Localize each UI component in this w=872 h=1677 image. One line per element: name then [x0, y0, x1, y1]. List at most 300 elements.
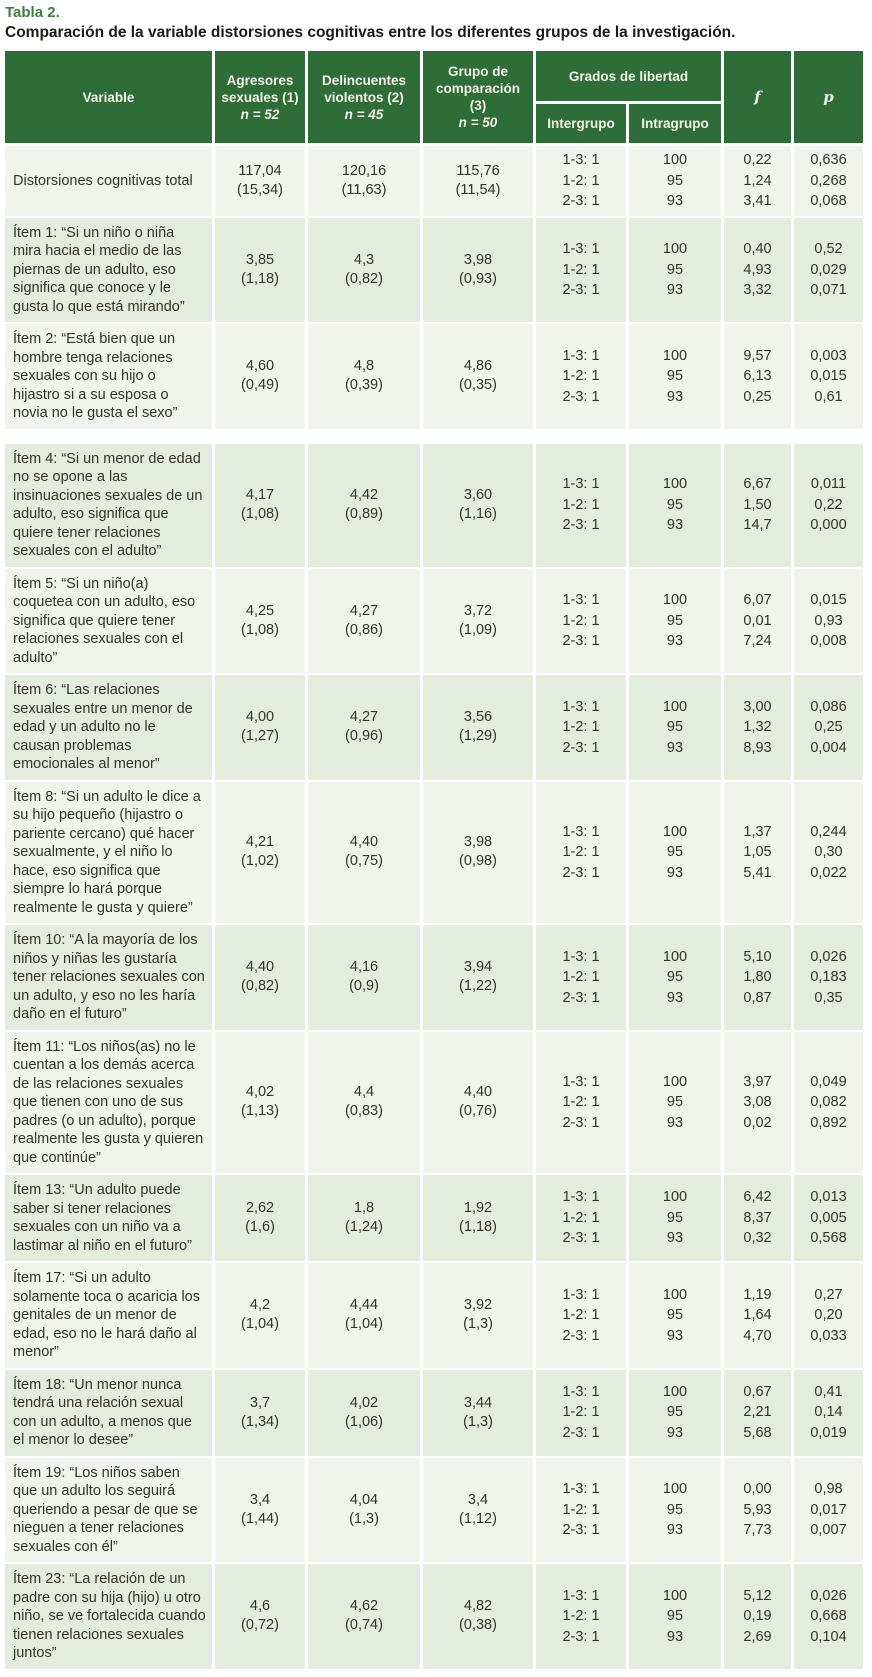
- intragrupo-df-3: 93: [666, 739, 684, 756]
- contrast-3: 2-3: 1: [562, 193, 600, 209]
- group3-mean-sd-cell: [423, 1263, 533, 1368]
- table-row: [5, 444, 869, 567]
- group3-mean: 3,98: [463, 834, 493, 851]
- f-value-2: 6,13: [743, 368, 772, 384]
- variable-cell: [5, 1263, 212, 1368]
- group2-sd: (1,3): [349, 1510, 379, 1527]
- variable-cell: [5, 675, 212, 780]
- intragrupo-df-1: 100: [662, 1383, 688, 1400]
- intragrupo-df-2: 95: [666, 719, 684, 735]
- intragrupo-df-1: 100: [662, 347, 688, 364]
- variable-cell: [5, 218, 212, 323]
- group3-mean: 3,94: [463, 959, 493, 976]
- intragrupo-df-1: 100: [662, 1073, 688, 1090]
- group1-sd: (1,08): [241, 621, 279, 638]
- p-value-3: 0,104: [810, 1628, 847, 1645]
- p-value-2: 0,015: [810, 368, 847, 384]
- contrast-3: 2-3: 1: [562, 989, 600, 1006]
- group2-sd: (1,06): [345, 1413, 383, 1430]
- table-row: [5, 324, 869, 429]
- f-value-3: 7,24: [743, 633, 772, 649]
- group2-sd: (0,96): [345, 728, 383, 745]
- f-value-1: 0,40: [743, 241, 772, 257]
- intergrupo-cell: [536, 218, 626, 323]
- p-value-2: 0,25: [814, 719, 843, 735]
- intragrupo-cell: [629, 1370, 721, 1456]
- p-value-1: 0,003: [810, 347, 847, 364]
- intragrupo-cell: [629, 444, 721, 567]
- intergrupo-cell: [536, 1370, 626, 1456]
- f-value-1: 6,42: [743, 1189, 772, 1206]
- group3-mean-sd-cell: [423, 1175, 533, 1261]
- header-p-value: [794, 51, 863, 143]
- p-value-2: 0,029: [810, 261, 847, 278]
- f-value-2: 8,37: [743, 1209, 772, 1226]
- group2-mean: 4,3: [353, 251, 375, 268]
- p-label: p: [823, 87, 834, 106]
- variable-text: Ítem 2: “Está bien que un hombre tenga relaciones sexuales con su hijo o hijastro si a su esposa o novia no le gusta el sexo”: [13, 331, 178, 421]
- group1-mean-sd-cell: [215, 1564, 305, 1669]
- f-value-3: 7,73: [743, 1522, 772, 1538]
- p-value-1: 0,27: [814, 1286, 843, 1303]
- p-value-2: 0,017: [810, 1501, 847, 1518]
- table-row: [5, 1370, 869, 1456]
- intergrupo-cell: [536, 1564, 626, 1669]
- variable-cell: [5, 1564, 212, 1669]
- intragrupo-cell: [629, 146, 721, 216]
- f-value-1: 1,37: [743, 823, 772, 840]
- intergrupo-cell: [536, 925, 626, 1030]
- contrast-2: 1-2: 1: [562, 368, 600, 384]
- group3-mean: 3,72: [463, 602, 493, 619]
- intragrupo-df-2: 95: [666, 612, 684, 629]
- p-value-3: 0,61: [814, 388, 843, 405]
- group3-mean: 4,86: [463, 358, 493, 375]
- intergrupo-cell: [536, 1263, 626, 1368]
- p-value-2: 0,268: [810, 172, 847, 189]
- intragrupo-df-2: 95: [666, 261, 684, 278]
- group3-mean: 1,92: [463, 1200, 493, 1216]
- f-value-3: 8,93: [743, 739, 772, 756]
- group2-mean-sd-cell: [308, 218, 420, 323]
- header-group-1: [215, 51, 305, 143]
- group1-mean: 4,60: [245, 358, 275, 375]
- group1-sd: (1,18): [241, 270, 279, 287]
- table-row: [5, 782, 869, 924]
- p-value-cell: [794, 1263, 863, 1368]
- p-value-cell: [794, 569, 863, 674]
- p-value-3: 0,033: [810, 1327, 847, 1344]
- f-value-2: 1,50: [743, 496, 772, 513]
- intragrupo-cell: [629, 1263, 721, 1368]
- header-group-3-name: Grupo de comparación (3): [435, 64, 521, 113]
- table-row: [5, 1564, 869, 1669]
- f-value-3: 4,70: [743, 1327, 772, 1344]
- group2-sd: (0,74): [345, 1617, 383, 1634]
- table-body: [5, 146, 869, 1669]
- p-value-1: 0,086: [810, 698, 847, 715]
- intragrupo-df-1: 100: [662, 823, 688, 840]
- group2-mean-sd-cell: [308, 782, 420, 924]
- contrast-2: 1-2: 1: [562, 1404, 600, 1421]
- group1-sd: (0,82): [241, 978, 279, 995]
- group1-mean: 117,04: [238, 162, 282, 179]
- group1-mean-sd-cell: [215, 324, 305, 429]
- group1-mean-sd-cell: [215, 925, 305, 1030]
- f-value-cell: [724, 1564, 791, 1669]
- variable-text: Ítem 13: “Un adulto puede saber si tener relaciones sexuales con un niño va a lastimar al niño en el futuro”: [13, 1182, 192, 1254]
- contrast-2: 1-2: 1: [562, 172, 600, 189]
- intragrupo-df-3: 93: [666, 517, 684, 534]
- contrast-3: 2-3: 1: [562, 282, 600, 298]
- intragrupo-df-3: 93: [666, 989, 684, 1006]
- group3-sd: (1,22): [459, 978, 497, 995]
- group1-sd: (1,44): [241, 1510, 279, 1527]
- group2-mean: 1,8: [353, 1200, 375, 1216]
- intragrupo-df-2: 95: [666, 172, 684, 189]
- group3-mean: 3,98: [463, 251, 493, 268]
- contrast-3: 2-3: 1: [562, 1230, 600, 1247]
- header-group-2-name: Delincuentes violentos (2): [321, 72, 407, 105]
- f-value-1: 6,67: [743, 476, 772, 493]
- group3-mean-sd-cell: [423, 444, 533, 567]
- intragrupo-cell: [629, 218, 721, 323]
- f-value-cell: [724, 1032, 791, 1174]
- p-value-3: 0,007: [810, 1522, 847, 1538]
- contrast-1: 1-3: 1: [562, 698, 600, 715]
- f-value-1: 9,57: [743, 347, 772, 364]
- table-row: [5, 218, 869, 323]
- p-value-cell: [794, 1564, 863, 1669]
- p-value-cell: [794, 218, 863, 323]
- group3-mean-sd-cell: [423, 675, 533, 780]
- header-group-2-n: n = 45: [344, 106, 384, 122]
- contrast-2: 1-2: 1: [562, 1209, 600, 1226]
- contrast-3: 2-3: 1: [562, 1327, 600, 1344]
- intragrupo-df-3: 93: [666, 1424, 684, 1441]
- f-value-1: 3,97: [743, 1073, 772, 1090]
- p-value-2: 0,183: [810, 969, 847, 985]
- intragrupo-df-2: 95: [666, 496, 684, 513]
- variable-text: Distorsiones cognitivas total: [13, 172, 193, 189]
- contrast-3: 2-3: 1: [562, 739, 600, 756]
- group3-mean: 3,4: [467, 1491, 489, 1508]
- contrast-1: 1-3: 1: [562, 241, 600, 257]
- group2-mean: 4,42: [349, 487, 379, 503]
- header-group-3: [423, 51, 533, 143]
- intragrupo-df-3: 93: [666, 1114, 684, 1131]
- header-intragrupo: Intragrupo: [629, 104, 721, 143]
- contrast-2: 1-2: 1: [562, 261, 600, 278]
- intragrupo-df-2: 95: [666, 1404, 684, 1421]
- intragrupo-df-1: 100: [662, 592, 688, 608]
- group3-mean: 3,60: [463, 487, 493, 503]
- f-value-2: 4,93: [743, 261, 772, 278]
- group1-sd: (1,6): [245, 1219, 275, 1235]
- p-value-1: 0,026: [810, 948, 847, 965]
- f-value-2: 5,93: [743, 1501, 772, 1518]
- group2-mean: 4,44: [349, 1297, 379, 1314]
- p-value-2: 0,22: [814, 496, 843, 513]
- header-group-2: [308, 51, 420, 143]
- variable-cell: [5, 1370, 212, 1456]
- group2-sd: (0,39): [345, 377, 383, 394]
- f-value-2: 1,64: [743, 1307, 772, 1323]
- group3-sd: (0,76): [459, 1103, 497, 1120]
- table-row: [5, 925, 869, 1030]
- group2-sd: (0,86): [345, 621, 383, 638]
- group1-sd: (0,72): [241, 1617, 279, 1634]
- group3-mean-sd-cell: [423, 146, 533, 216]
- f-value-1: 0,67: [743, 1383, 772, 1400]
- group3-sd: (1,12): [459, 1510, 497, 1527]
- contrast-3: 2-3: 1: [562, 1628, 600, 1645]
- intragrupo-cell: [629, 782, 721, 924]
- group1-sd: (1,02): [241, 853, 279, 870]
- intragrupo-df-3: 93: [666, 1522, 684, 1538]
- p-value-3: 0,004: [810, 739, 847, 756]
- p-value-2: 0,14: [814, 1404, 843, 1421]
- intragrupo-cell: [629, 1564, 721, 1669]
- intragrupo-df-3: 93: [666, 193, 684, 209]
- p-value-cell: [794, 675, 863, 780]
- f-value-cell: [724, 925, 791, 1030]
- group3-sd: (0,93): [459, 270, 497, 287]
- f-value-2: 0,01: [743, 612, 772, 629]
- group2-sd: (1,24): [345, 1219, 383, 1235]
- group2-mean-sd-cell: [308, 324, 420, 429]
- f-value-3: 0,25: [743, 388, 772, 405]
- variable-cell: [5, 1032, 212, 1174]
- p-value-cell: [794, 782, 863, 924]
- contrast-2: 1-2: 1: [562, 1307, 600, 1323]
- group1-mean-sd-cell: [215, 1370, 305, 1456]
- group1-sd: (0,49): [241, 377, 279, 394]
- group1-mean-sd-cell: [215, 146, 305, 216]
- f-value-3: 5,68: [743, 1424, 772, 1441]
- table-row: [5, 1263, 869, 1368]
- p-value-cell: [794, 444, 863, 567]
- contrast-1: 1-3: 1: [562, 1383, 600, 1400]
- contrast-1: 1-3: 1: [562, 592, 600, 608]
- variable-text: Ítem 18: “Un menor nunca tendrá una relación sexual con un adulto, a menos que el menor lo desee”: [13, 1376, 192, 1448]
- contrast-1: 1-3: 1: [562, 347, 600, 364]
- intergrupo-cell: [536, 1458, 626, 1563]
- intragrupo-df-3: 93: [666, 1327, 684, 1344]
- f-value-1: 3,00: [743, 698, 772, 715]
- f-value-1: 0,00: [743, 1481, 772, 1497]
- p-value-2: 0,30: [814, 844, 843, 860]
- variable-cell: [5, 782, 212, 924]
- group3-sd: (1,16): [459, 506, 497, 522]
- group3-mean-sd-cell: [423, 324, 533, 429]
- p-value-cell: [794, 925, 863, 1030]
- table-row: [5, 675, 869, 780]
- intragrupo-df-1: 100: [662, 948, 688, 965]
- p-value-1: 0,015: [810, 592, 847, 608]
- f-value-1: 5,12: [743, 1587, 772, 1604]
- intragrupo-df-1: 100: [662, 1189, 688, 1206]
- f-value-cell: [724, 324, 791, 429]
- group1-mean: 4,02: [245, 1084, 275, 1101]
- table-row: [5, 569, 869, 674]
- group2-mean-sd-cell: [308, 1175, 420, 1261]
- group1-sd: (15,34): [237, 181, 283, 198]
- contrast-1: 1-3: 1: [562, 1286, 600, 1303]
- group3-sd: (1,09): [459, 621, 497, 638]
- f-value-3: 3,41: [743, 193, 772, 209]
- table-row: [5, 1032, 869, 1174]
- contrast-1: 1-3: 1: [562, 1073, 600, 1090]
- p-value-1: 0,011: [810, 476, 847, 493]
- variable-text: Ítem 23: “La relación de un padre con su hija (hijo) u otro niño, se ve fortalecida cuando tienen relaciones sexuales juntos”: [13, 1571, 206, 1661]
- contrast-1: 1-3: 1: [562, 1481, 600, 1497]
- p-value-1: 0,636: [810, 152, 847, 168]
- group3-mean-sd-cell: [423, 1032, 533, 1174]
- variable-text: Ítem 5: “Si un niño(a) coquetea con un adulto, eso significa que quiere tener relaciones sexuales con el adulto”: [13, 575, 196, 666]
- group3-mean: 4,82: [463, 1598, 493, 1615]
- contrast-2: 1-2: 1: [562, 969, 600, 985]
- p-value-1: 0,244: [810, 823, 847, 840]
- intergrupo-cell: [536, 1032, 626, 1174]
- p-value-2: 0,082: [810, 1094, 847, 1110]
- table-number-label: Tabla 2.: [5, 4, 60, 21]
- table-caption: Comparación de la variable distorsiones cognitivas entre los diferentes grupos de la investigación.: [5, 24, 736, 41]
- group1-mean-sd-cell: [215, 675, 305, 780]
- group2-mean: 4,8: [353, 358, 375, 375]
- group3-mean-sd-cell: [423, 1458, 533, 1563]
- f-value-2: 1,32: [743, 719, 772, 735]
- f-value-3: 14,7: [743, 517, 772, 534]
- intragrupo-df-2: 95: [666, 1209, 684, 1226]
- intragrupo-df-2: 95: [666, 1094, 684, 1110]
- f-value-cell: [724, 569, 791, 674]
- group2-sd: (0,82): [345, 270, 383, 287]
- p-value-3: 0,068: [810, 193, 847, 209]
- contrast-2: 1-2: 1: [562, 1501, 600, 1518]
- f-value-cell: [724, 1370, 791, 1456]
- intragrupo-df-2: 95: [666, 368, 684, 384]
- f-label: f: [754, 87, 761, 106]
- intragrupo-cell: [629, 925, 721, 1030]
- intergrupo-cell: [536, 1175, 626, 1261]
- group2-mean-sd-cell: [308, 146, 420, 216]
- variable-text: Ítem 4: “Si un menor de edad no se opone a las insinuaciones sexuales de un adulto, eso significa que quiere tener relaciones sexuales con el adulto”: [13, 450, 203, 559]
- contrast-2: 1-2: 1: [562, 612, 600, 629]
- intragrupo-df-1: 100: [662, 476, 688, 493]
- group2-mean-sd-cell: [308, 444, 420, 567]
- p-value-3: 0,35: [814, 989, 843, 1006]
- table-header: [5, 51, 869, 143]
- f-value-2: 1,05: [743, 844, 772, 860]
- p-value-1: 0,049: [810, 1073, 847, 1090]
- group2-mean: 4,62: [349, 1598, 379, 1615]
- header-variable-label: Variable: [82, 89, 135, 105]
- intragrupo-df-2: 95: [666, 1501, 684, 1518]
- p-value-3: 0,019: [810, 1424, 847, 1441]
- group1-mean: 4,6: [249, 1598, 271, 1615]
- intragrupo-cell: [629, 675, 721, 780]
- p-value-2: 0,668: [810, 1608, 847, 1624]
- group3-sd: (1,29): [459, 728, 497, 745]
- variable-text: Ítem 8: “Si un adulto le dice a su hijo pequeño (hijastro o pariente cercano) qué hacer sexualmente, y el niño lo hace, eso significa que siempre lo hará porque realmente le gusta y quiere”: [13, 788, 201, 916]
- group3-sd: (1,3): [463, 1316, 493, 1333]
- variable-cell: [5, 444, 212, 567]
- contrast-1: 1-3: 1: [562, 1189, 600, 1206]
- f-value-cell: [724, 146, 791, 216]
- group1-mean-sd-cell: [215, 1458, 305, 1563]
- group2-sd: (1,04): [345, 1316, 383, 1333]
- variable-cell: [5, 1175, 212, 1261]
- intragrupo-cell: [629, 324, 721, 429]
- group1-mean-sd-cell: [215, 569, 305, 674]
- variable-cell: [5, 1458, 212, 1563]
- intragrupo-df-3: 93: [666, 388, 684, 405]
- group1-mean: 4,2: [249, 1297, 271, 1314]
- p-value-cell: [794, 1370, 863, 1456]
- statistics-table: [5, 51, 869, 1669]
- group1-mean: 3,85: [245, 251, 275, 268]
- intragrupo-df-1: 100: [662, 698, 688, 715]
- group2-mean: 4,27: [349, 602, 379, 619]
- group1-mean-sd-cell: [215, 782, 305, 924]
- f-value-3: 0,32: [743, 1230, 772, 1247]
- group1-sd: (1,34): [241, 1413, 279, 1430]
- variable-text: Ítem 11: “Los niños(as) no le cuentan a los demás acerca de las relaciones sexuales que tienen con uno de sus padres (o un adulto), porque realmente les gusta y quieren que continúe”: [13, 1038, 204, 1166]
- table-row: [5, 1458, 869, 1563]
- group2-mean: 4,02: [349, 1394, 379, 1411]
- variable-cell: [5, 569, 212, 674]
- group1-mean: 4,21: [245, 834, 275, 851]
- intragrupo-df-3: 93: [666, 282, 684, 298]
- group2-mean-sd-cell: [308, 1032, 420, 1174]
- contrast-3: 2-3: 1: [562, 1114, 600, 1131]
- group3-sd: (1,18): [459, 1219, 497, 1235]
- f-value-2: 1,24: [743, 172, 772, 189]
- f-value-cell: [724, 675, 791, 780]
- group1-sd: (1,08): [241, 506, 279, 522]
- group1-mean: 4,25: [245, 602, 275, 619]
- intragrupo-df-2: 95: [666, 844, 684, 860]
- group2-mean-sd-cell: [308, 675, 420, 780]
- p-value-cell: [794, 1032, 863, 1174]
- group1-mean: 4,40: [245, 959, 275, 976]
- variable-text: Ítem 17: “Si un adulto solamente toca o acaricia los genitales de un menor de edad, eso no le hará daño al menor”: [13, 1270, 200, 1360]
- f-value-3: 2,69: [743, 1628, 772, 1645]
- header-variable: [5, 51, 212, 143]
- f-value-cell: [724, 218, 791, 323]
- group2-mean-sd-cell: [308, 925, 420, 1030]
- group2-sd: (0,9): [349, 978, 379, 995]
- variable-cell: [5, 146, 212, 216]
- group3-mean-sd-cell: [423, 569, 533, 674]
- group3-mean: 4,40: [463, 1084, 493, 1101]
- intergrupo-cell: [536, 675, 626, 780]
- f-value-3: 3,32: [743, 282, 772, 298]
- group1-sd: (1,13): [241, 1103, 279, 1120]
- variable-cell: [5, 925, 212, 1030]
- f-value-cell: [724, 1175, 791, 1261]
- p-value-3: 0,071: [810, 282, 847, 298]
- p-value-cell: [794, 1458, 863, 1563]
- intragrupo-df-1: 100: [662, 1587, 688, 1604]
- contrast-1: 1-3: 1: [562, 152, 600, 168]
- intragrupo-df-2: 95: [666, 1608, 684, 1624]
- intragrupo-cell: [629, 569, 721, 674]
- contrast-3: 2-3: 1: [562, 1424, 600, 1441]
- group2-mean-sd-cell: [308, 1564, 420, 1669]
- intergrupo-cell: [536, 569, 626, 674]
